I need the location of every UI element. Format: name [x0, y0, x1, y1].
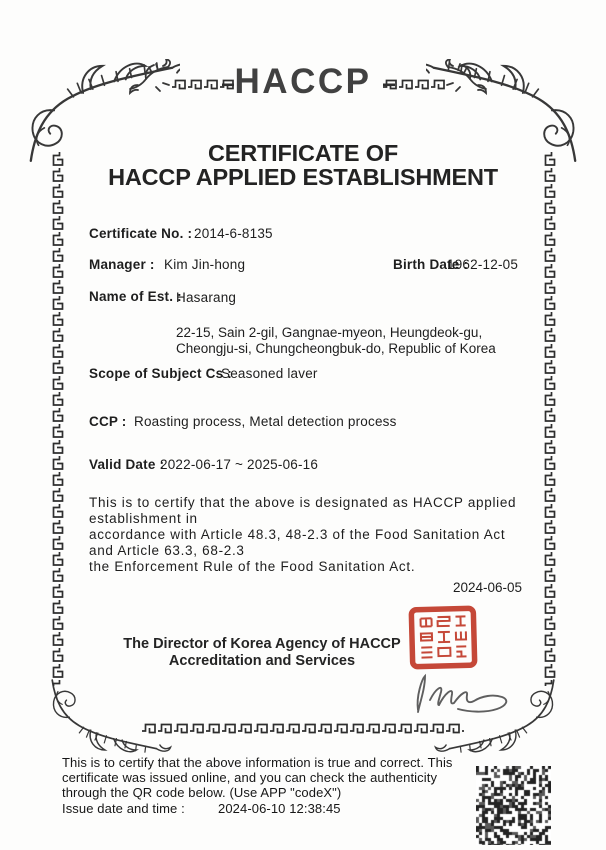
haccp-logo: HACCP — [234, 62, 372, 101]
manager-value: Kim Jin-hong — [164, 257, 246, 272]
valid-date-value: 2022-06-17 ~ 2025-06-16 — [160, 457, 319, 472]
scope-value: Seasoned laver — [221, 366, 318, 381]
signature-icon — [402, 666, 517, 718]
certificate-title-line1: CERTIFICATE OF — [208, 140, 398, 166]
issuance-date: 2024-06-05 — [452, 580, 522, 595]
issue-datetime-label: Issue date and time : — [62, 801, 185, 816]
issue-datetime-value: 2024-06-10 12:38:45 — [218, 801, 341, 816]
ccp-value: Roasting process, Metal detection process — [134, 414, 397, 429]
certificate-no-label: Certificate No. : — [89, 226, 193, 241]
birth-date-value: 1962-12-05 — [447, 257, 519, 272]
establishment-address-line2: Cheongju-si, Chungcheongbuk-do, Republic of Korea — [176, 341, 496, 356]
meander-border-right — [543, 152, 557, 686]
birth-date-label: Birth Date : — [393, 257, 469, 272]
issuing-authority — [94, 636, 430, 670]
certify-statement-line5: the Enforcement Rule of the Food Sanitation Act. — [89, 559, 416, 574]
certify-statement-line4: and Article 63.3, 68-2.3 — [89, 543, 245, 558]
footer-notice-line1: This is to certify that the above information is true and correct. This — [62, 755, 453, 770]
issuing-authority-line2: Accreditation and Services — [168, 653, 356, 669]
valid-date-label: Valid Date : — [89, 457, 165, 472]
footer-notice-line2: certificate was issued online, and you can check the authenticity — [62, 770, 438, 785]
certify-statement-line1: This is to certify that the above is designated as HACCP applied — [89, 495, 517, 510]
manager-label: Manager : — [89, 257, 155, 272]
name-of-est-value: Hasarang — [176, 290, 237, 305]
name-of-est-label: Name of Est. : — [89, 289, 182, 304]
certify-statement-line3: accordance with Article 48.3, 48-2.3 of the Food Sanitation Act — [89, 527, 506, 542]
certify-statement-line2: establishment in — [89, 511, 198, 526]
establishment-address-line1: 22-15, Sain 2-gil, Gangnae-myeon, Heungdeok-gu, — [176, 325, 483, 340]
qr-code — [476, 766, 551, 845]
ccp-label: CCP : — [89, 414, 127, 429]
red-seal-stamp-icon — [408, 605, 478, 670]
footer-notice-line3: through the QR code below. (Use APP "codeX") — [62, 785, 342, 800]
meander-border-bottom — [142, 722, 464, 735]
scope-label: Scope of Subject Cs : — [89, 366, 232, 381]
certificate-no-value: 2014-6-8135 — [194, 226, 273, 241]
meander-border-left — [51, 152, 65, 686]
issuing-authority-line1: The Director of Korea Agency of HACCP — [123, 636, 401, 652]
corner-flourish-bottom-left — [25, 678, 185, 760]
certificate-title-line2: HACCP APPLIED ESTABLISHMENT — [108, 164, 498, 190]
